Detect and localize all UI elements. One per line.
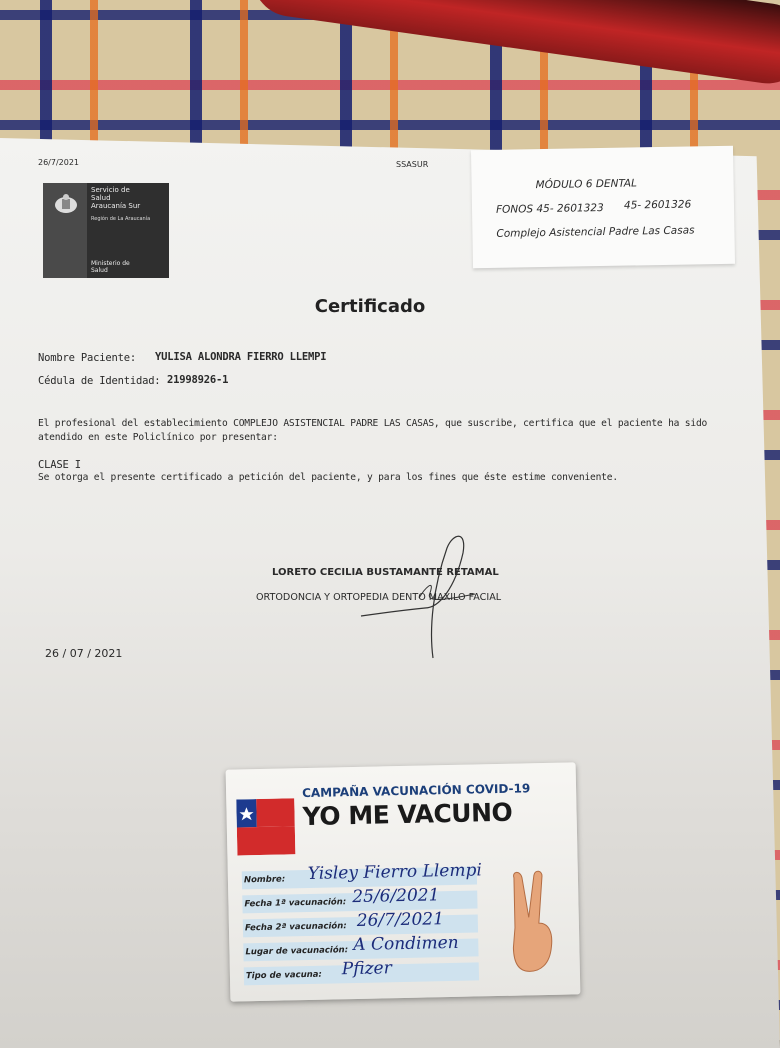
- handwritten-dose2: 26/7/2021: [356, 909, 445, 931]
- vaccination-card: [226, 762, 581, 1001]
- peace-hand-icon: [508, 867, 556, 974]
- signer-name: LORETO CECILIA BUSTAMANTE RETAMAL: [272, 567, 499, 578]
- id-label: Cédula de Identidad:: [38, 375, 161, 387]
- handwritten-place: A Condimen: [353, 932, 459, 956]
- patient-label: Nombre Paciente:: [38, 352, 136, 364]
- patient-name: YULISA ALONDRA FIERRO LLEMPI: [155, 351, 327, 363]
- chile-crest-icon: [53, 191, 79, 217]
- handwritten-type: Pfizer: [341, 958, 392, 980]
- field-label-dose1: Fecha 1ª vacunación:: [244, 897, 347, 910]
- note-complex: Complejo Asistencial Padre Las Casas: [496, 224, 695, 240]
- logo-line3: Araucanía Sur: [91, 202, 141, 210]
- document-title: Certificado: [314, 296, 426, 317]
- stamp-note: [471, 146, 735, 269]
- logo-ministry1: Ministerio de: [91, 260, 130, 267]
- handwritten-dose1: 25/6/2021: [352, 885, 440, 908]
- field-label-place: Lugar de vacunación:: [245, 945, 349, 958]
- issue-date: 26 / 07 / 2021: [45, 647, 123, 660]
- paragraph-line-1: El profesional del establecimiento COMPLEJO ASISTENCIAL PADRE LAS CASAS, que suscribe, certifica que el paciente ha sido: [38, 418, 708, 429]
- logo-ministry2: Salud: [91, 267, 108, 274]
- logo-line2: Salud: [91, 194, 111, 202]
- note-phone-1: FONOS 45- 2601323: [495, 201, 604, 216]
- logo-region: Región de La Araucanía: [91, 216, 151, 222]
- field-label-type: Tipo de vacuna:: [245, 969, 322, 982]
- paragraph-closing: Se otorga el presente certificado a petición del paciente, y para los fines que éste estime conveniente.: [38, 472, 618, 483]
- field-label-name: Nombre:: [243, 874, 286, 886]
- print-date: 26/7/2021: [38, 158, 80, 167]
- campaign-title: CAMPAÑA VACUNACIÓN COVID-19: [301, 781, 531, 801]
- logo-line1: Servicio de: [91, 186, 130, 194]
- field-label-dose2: Fecha 2ª vacunación:: [244, 921, 347, 934]
- diagnosis: CLASE I: [38, 459, 81, 471]
- note-phone-2: 45- 2601326: [623, 198, 692, 212]
- id-value: 21998926-1: [167, 374, 229, 386]
- chile-flag-icon: [236, 798, 295, 855]
- org-code: SSASUR: [396, 160, 429, 169]
- slogan: YO ME VACUNO: [302, 797, 513, 832]
- signer-title: ORTODONCIA Y ORTOPEDIA DENTO MAXILO FACIAL: [256, 592, 502, 603]
- health-service-logo: [43, 183, 169, 278]
- handwritten-name: Yisley Fierro Llempi: [307, 860, 482, 884]
- paragraph-line-2: atendido en este Policlínico por presentar:: [38, 432, 278, 443]
- note-module: MÓDULO 6 DENTAL: [535, 177, 638, 192]
